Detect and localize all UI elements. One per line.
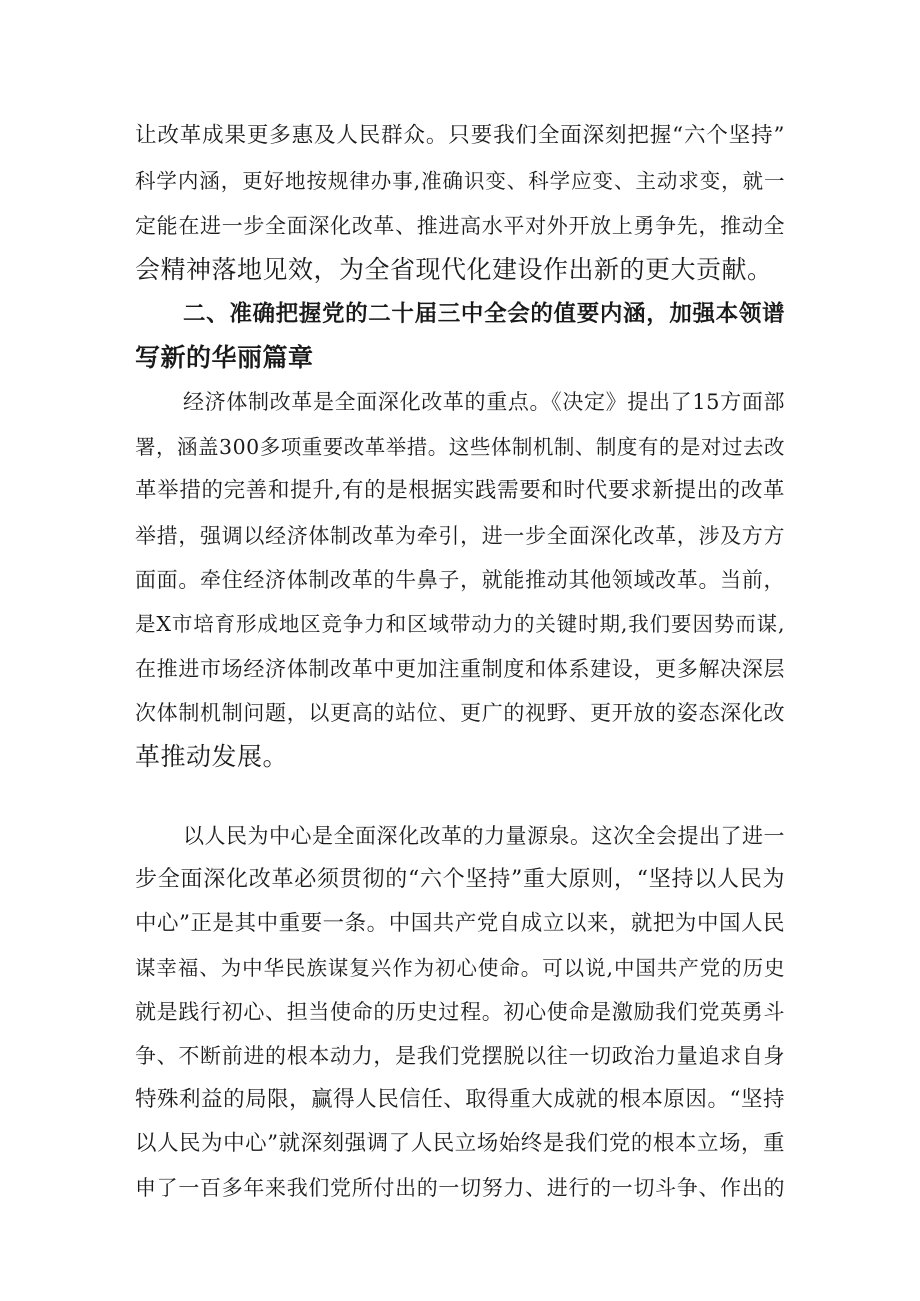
text-line: 革推动发展。 <box>135 742 289 771</box>
text-line: 面面。牵住经济体制改革的牛鼻子，就能推动其他领域改革。当前， <box>135 568 785 592</box>
text-line: 申了一百多年来我们党所付出的一切努力、进行的一切斗争、作出的 <box>135 1176 785 1200</box>
text-line: 次体制机制问题，以更高的站位、更广的视野、更开放的姿态深化改 <box>135 701 785 725</box>
text-line: 争、不断前进的根本动力，是我们党摆脱以往一切政治力量追求自身 <box>135 1044 785 1068</box>
text-line: 让改革成果更多惠及人民群众。只要我们全面深刻把握“六个坚持” <box>135 123 785 148</box>
text-line: 步全面深化改革必须贯彻的“六个坚持”重大原则，“坚持以人民为 <box>135 867 785 892</box>
text-line: 中心”正是其中重要一条。中国共产党自成立以来，就把为中国人民 <box>135 911 785 936</box>
text-line: 以人民为中心”就深刻强调了人民立场始终是我们党的根本立场，重 <box>135 1131 785 1156</box>
text-line: 定能在进一步全面深化改革、推进高水平对外开放上勇争先，推动全 <box>135 214 785 238</box>
text-line: 科学内涵，更好地按规律办事,准确识变、科学应变、主动求变，就一 <box>135 169 785 193</box>
text-line: 会精神落地见效，为全省现代化建设作出新的更大贡献。 <box>135 255 773 284</box>
text-line: 举措，强调以经济体制改革为牵引，进一步全面深化改革，涉及方方 <box>135 524 785 548</box>
text-line: 革举措的完善和提升,有的是根据实践需要和时代要求新提出的改革 <box>135 478 785 503</box>
text-line: 经济体制改革是全面深化改革的重点。《决定》提出了15方面部 <box>183 390 785 414</box>
text-line: 就是践行初心、担当使命的历史过程。初心使命是激励我们党英勇斗 <box>135 1000 785 1024</box>
text-line: 特殊利益的局限，赢得人民信任、取得重大成就的根本原因。“坚持 <box>135 1087 785 1112</box>
text-line: 署，涵盖300多项重要改革举措。这些体制机制、制度有的是对过去改 <box>135 435 785 459</box>
text-line: 是X市培育形成地区竞争力和区域带动力的关键时期,我们要因势而谋, <box>135 612 785 636</box>
text-line: 以人民为中心是全面深化改革的力量源泉。这次全会提出了进一 <box>183 824 785 848</box>
text-line: 谋幸福、为中华民族谋复兴作为初心使命。可以说,中国共产党的历史 <box>135 956 785 980</box>
text-line: 在推进市场经济体制改革中更加注重制度和体系建设，更多解决深层 <box>135 657 785 681</box>
section-heading: 二、准确把握党的二十届三中全会的值要内涵，加强本领谱 <box>183 301 785 327</box>
section-heading-continued: 写新的华丽篇章 <box>135 343 314 372</box>
